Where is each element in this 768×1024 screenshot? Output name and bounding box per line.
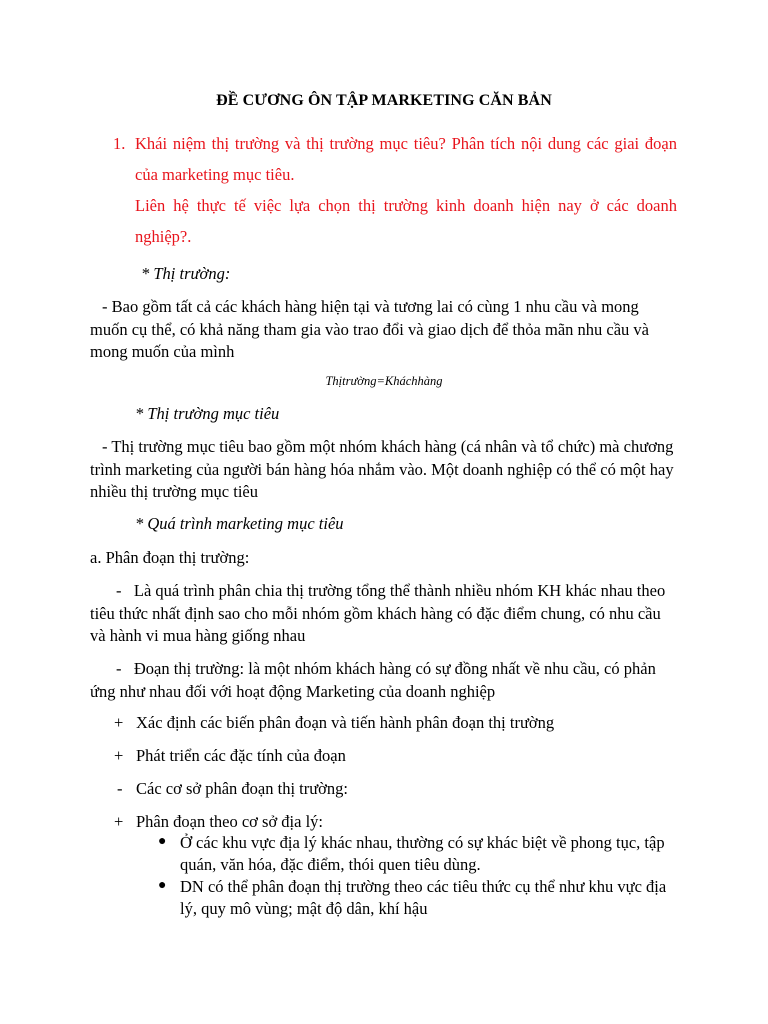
process-heading: * Quá trình marketing mục tiêu bbox=[135, 514, 344, 533]
list-item: Phát triển các đặc tính của đoạn bbox=[136, 746, 346, 765]
segment-definition bbox=[90, 658, 680, 703]
segmentation-definition bbox=[90, 580, 680, 648]
list-mark: + bbox=[114, 713, 124, 732]
list-mark: + bbox=[114, 746, 124, 765]
bullet-icon: ● bbox=[158, 878, 167, 893]
list-item-text: Là quá trình phân chia thị trường tổng thể thành nhiều nhóm KH khác nhau theo tiêu thức nhất định sao cho mỗi nhóm gồm khách hàng có đặc điểm chung, có nhu cầu và hành vi mua hàng giống nhau bbox=[90, 581, 666, 645]
list-item: Xác định các biến phân đoạn và tiến hành phân đoạn thị trường bbox=[136, 713, 555, 732]
question-line-1: Khái niệm thị trường và thị trường mục tiêu? Phân tích nội dung các giai đoạn của marketing mục tiêu. bbox=[135, 134, 677, 184]
list-mark: + bbox=[114, 812, 124, 831]
section-a-heading: a. Phân đoạn thị trường: bbox=[90, 548, 250, 567]
market-definition: - Bao gồm tất cả các khách hàng hiện tại và tương lai có cùng 1 nhu cầu và mong muốn cụ thể, có khả năng tham gia vào trao đổi và giao dịch để thỏa mãn nhu cầu và mong muốn của mình bbox=[90, 297, 649, 361]
document-title: ĐỀ CƯƠNG ÔN TẬP MARKETING CĂN BẢN bbox=[216, 92, 552, 109]
target-market-definition: - Thị trường mục tiêu bao gồm một nhóm khách hàng (cá nhân và tổ chức) mà chương trình marketing của người bán hàng hóa nhắm vào. Một doanh nghiệp có thể có một hay nhiều thị trường mục tiêu bbox=[90, 437, 674, 501]
bullet-icon: ● bbox=[158, 834, 167, 849]
market-heading: * Thị trường: bbox=[141, 264, 231, 283]
bullet-item: DN có thể phân đoạn thị trường theo các tiêu thức cụ thể như khu vực địa lý, quy mô vùng; mật độ dân, khí hậu bbox=[180, 877, 667, 918]
list-mark: - bbox=[116, 581, 122, 600]
list-item: Phân đoạn theo cơ sở địa lý: bbox=[136, 812, 324, 831]
question-line-2: Liên hệ thực tế việc lựa chọn thị trường kinh doanh hiện nay ở các doanh nghiệp?. bbox=[135, 196, 677, 246]
list-item: Các cơ sở phân đoạn thị trường: bbox=[136, 779, 348, 798]
market-formula: Thịtrường=Kháchhàng bbox=[325, 374, 443, 388]
list-item-text: Đoạn thị trường: là một nhóm khách hàng có sự đồng nhất về nhu cầu, có phản ứng như nhau đối với hoạt động Marketing của doanh nghiệp bbox=[90, 659, 656, 701]
question-number: 1. bbox=[113, 134, 126, 153]
list-mark: - bbox=[116, 659, 122, 678]
list-mark: - bbox=[117, 779, 123, 798]
target-market-heading: * Thị trường mục tiêu bbox=[135, 404, 280, 423]
bullet-item: Ở các khu vực địa lý khác nhau, thường có sự khác biệt về phong tục, tập quán, văn hóa, đặc điểm, thói quen tiêu dùng. bbox=[180, 833, 665, 874]
